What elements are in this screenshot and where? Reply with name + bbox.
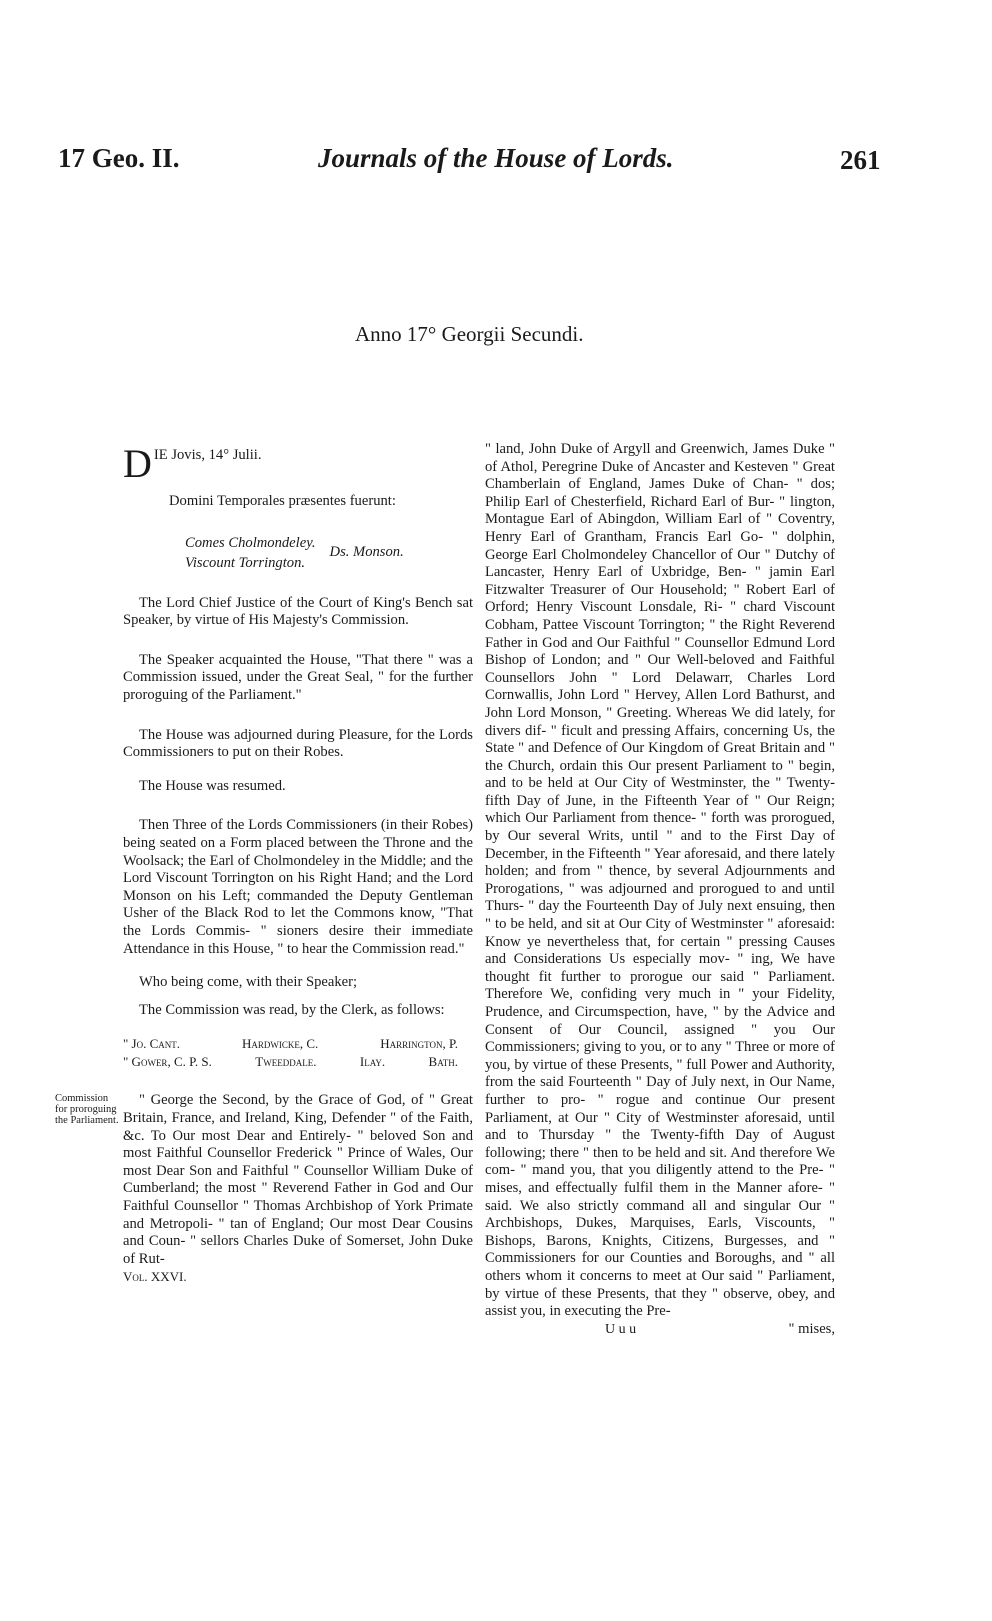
regnal-year: 17 Geo. II. — [58, 143, 180, 173]
anno-heading: Anno 17° Georgii Secundi. — [355, 322, 584, 346]
date-line — [123, 441, 473, 486]
signature-mark: U u u — [605, 1321, 637, 1337]
date-text: IE Jovis, 14° Julii. — [153, 447, 262, 463]
page-number: 261 — [840, 145, 881, 175]
paragraph: Who being come, with their Speaker; — [139, 974, 358, 991]
paragraph: The Commission was read, by the Clerk, as follows: — [139, 1001, 445, 1018]
signature: Bath. — [428, 1053, 458, 1069]
lords-present — [123, 533, 473, 573]
catchword: " mises, — [788, 1320, 835, 1337]
margin-note: Commission for proroguing the Parliament. — [55, 1093, 119, 1126]
commissioner-signatures — [123, 1035, 458, 1053]
journal-title: Journals of the House of Lords. — [318, 143, 674, 173]
signature: Ilay. — [359, 1053, 386, 1069]
signature: Tweeddale. — [255, 1053, 317, 1069]
lord-name: Viscount Torrington. — [185, 554, 306, 571]
lord-name: Ds. Monson. — [329, 543, 404, 560]
paragraph: The Lord Chief Justice of the Court of King's Bench sat Speaker, by virtue of His Majesty's Commission. — [123, 594, 473, 629]
commission-text: " George the Second, by the Grace of God, of " Great Britain, France, and Ireland, King, Defender " of the Faith, &c. To Our most Dear and Entirely- " beloved Son and most Faithful Counsellor Frederick " Prince of Wales, Our most Dear Son and Faithful " Counsellor William Duke of Cumberland; the most " Reverend Father in God and Our Faithful Counsellor " Thomas Archbishop of York Primate and Metropoli- " tan of England; Our most Dear Cousins and Coun- " sellors Charles Duke of Somerset, John Duke of Rut- — [123, 1092, 473, 1267]
commissioner-signatures — [123, 1053, 458, 1071]
signature: Harrington, P. — [380, 1036, 458, 1052]
right-column — [485, 441, 835, 1338]
volume-mark: Vol. XXVI. — [123, 1269, 187, 1285]
commission-text: " land, John Duke of Argyll and Greenwich, James Duke " of Athol, Peregrine Duke of Ancaster and Kesteven " Great Chamberlain of England, James Duke of Chan- " dos; Philip Earl of Chesterfield, Richard Earl of Bur- " lington, Montague Earl of Abingdon, William Earl of " Coventry, Henry Earl of Grantham, Francis Earl Go- " dolphin, George Earl Cholmondeley Chancellor of Our " Dutchy of Lancaster, Henry Earl of Uxbridge, Ben- " jamin Earl Fitzwalter Treasurer of Our Household; " Robert Earl of Orford; Henry Viscount Lonsdale, Ri- " chard Viscount Cobham, Pattee Viscount Torrington; " the Right Reverend Father in God and Our Faithful " Counsellor Edmund Lord Bishop of London; and " Our Well-beloved and Faithful Counsellors John " Lord Delawarr, Charles Lord Cornwallis, John Lord " Hervey, Allen Lord Bathurst, and John Lord Monson, " Greeting. Whereas We did lately, for divers dif- " ficult and pressing Affairs, concerning Us, the State " and Defence of Our Kingdom of Great Britain and " the Church, ordain this Our present Parliament to " begin, and to be held at Our City of Westminster, the " Twenty-fifth Day of June, in the Fifteenth Year of " Our Reign; which Our Parliament from thence- " forth was prorogued, by Our several Writs, until " and to the First Day of December, in the Fifteenth " Year aforesaid, and there lately holden; and from " thence, by several Adjournments and Prorogations, " was adjourned and prorogued to and until Thurs- " day the Fourteenth Day of July next ensuing, then " to be held, and sit at Our City of Westminster " aforesaid: Know ye nevertheless that, for certain " pressing Causes and Considerations Us especially mov- " ing, We have thought fit further to prorogue our said " Parliament. Therefore We, confiding very much in " your Fidelity, Prudence, and Circumspection, have, " by the Advice and Consent of Our Council, assigned " you Our Commissioners; giving to you, or to any " Three or more of you, by virtue of these Presents, " full Power and Authority, from the said Fourteenth " Day of July next, in Our Name, further to pro- " rogue and continue Our present Parliament, at Our " City of Westminster aforesaid, until and to Thursday " the Twenty-fifth Day of August following; there " then to be held and sit. And therefore We com- " mand you, that you diligently attend to the Pre- " mises, and effectually fulfil them in the Manner afore- " said. We also strictly command all and singular Our " Archbishops, Dukes, Marquises, Earls, Viscounts, " Bishops, Barons, Knights, Citizens, Burgesses, and " Commissioners for our Counties and Boroughs, and " all others whom it concerns to meet at Our said " Parliament, by virtue of these Presents, that they " observe, obey, and assist you, in executing the Pre- — [485, 441, 835, 1320]
present-line: Domini Temporales præsentes fuerunt: — [169, 493, 396, 509]
drop-cap: D — [123, 441, 152, 486]
signature: " Jo. Cant. — [123, 1036, 181, 1052]
paragraph: The Speaker acquainted the House, "That there " was a Commission issued, under the Great Seal, " for the further proroguing of the Parliament." — [123, 651, 473, 703]
paragraph: The House was resumed. — [139, 777, 286, 794]
signature: " Gower, C. P. S. — [123, 1053, 212, 1069]
left-column — [123, 441, 473, 1286]
signature: Hardwicke, C. — [241, 1036, 319, 1052]
paragraph: The House was adjourned during Pleasure, for the Lords Commissioners to put on their Robes. — [123, 726, 473, 761]
lord-name: Comes Cholmondeley. — [185, 534, 316, 551]
paragraph: Then Three of the Lords Commissioners (in their Robes) being seated on a Form placed between the Throne and the Woolsack; the Earl of Cholmondeley in the Middle; and the Lord Viscount Torrington on his Right Hand; and the Lord Monson on his Left; commanded the Deputy Gentleman Usher of the Black Rod to let the Commons know, "That the Lords Commis- " sioners desire their immediate Attendance in this House, " to hear the Commission read." — [123, 817, 473, 957]
